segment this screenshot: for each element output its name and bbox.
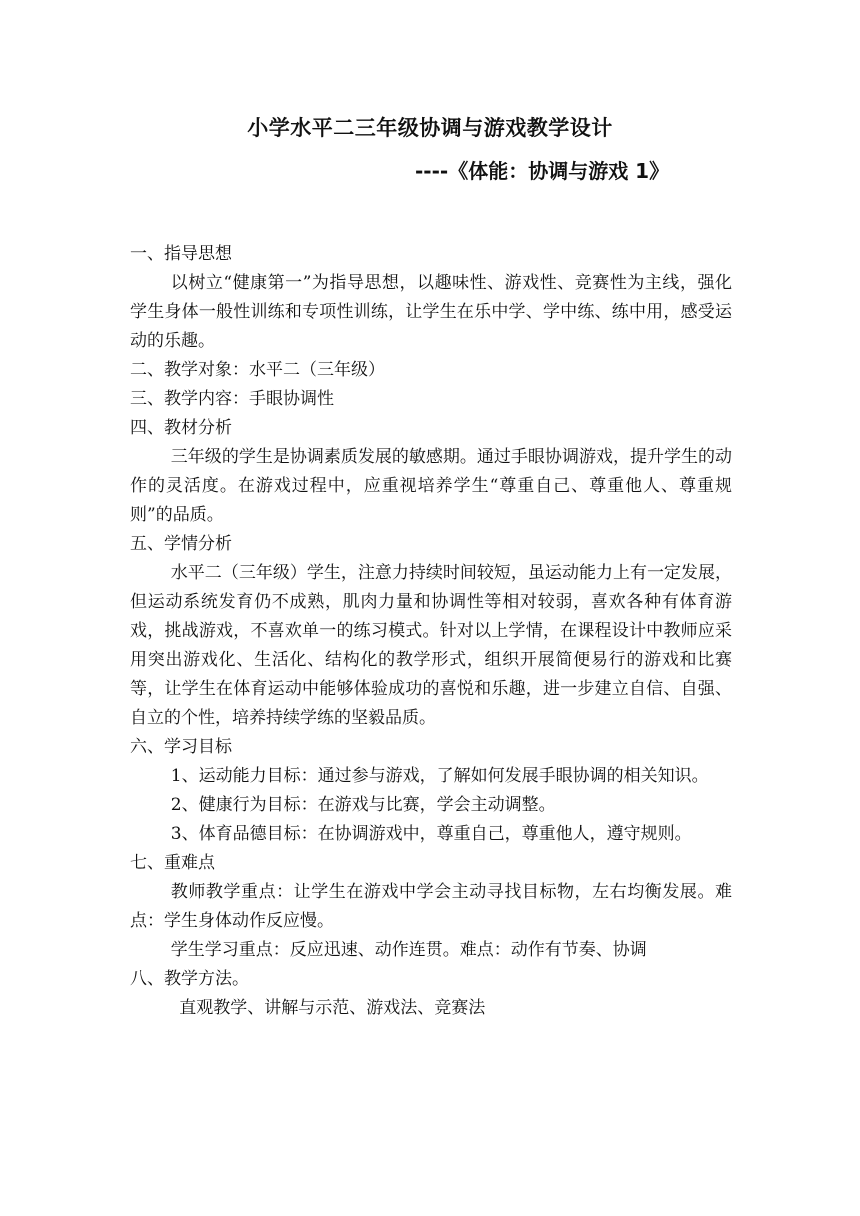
paragraph-key-student: 学生学习重点：反应迅速、动作连贯。难点：动作有节奏、协调 bbox=[170, 940, 647, 960]
paragraph-guiding: 以树立“健康第一”为指导思想，以趣味性、游戏性、竞赛性为主线，强化学生身体一般性训练和专项性训练，让学生在乐中学、学中练、练中用，感受运动的乐趣。 bbox=[130, 273, 732, 351]
paragraph-key-teacher: 教师教学重点：让学生在游戏中学会主动寻找目标物，左右均衡发展。难点：学生身体动作反应慢。 bbox=[130, 882, 732, 931]
paragraph-material: 三年级的学生是协调素质发展的敏感期。通过手眼协调游戏，提升学生的动作的灵活度。在游戏过程中，应重视培养学生“尊重自己、尊重他人、尊重规则”的品质。 bbox=[130, 447, 732, 525]
section-heading-goals: 六、学习目标 bbox=[130, 737, 232, 757]
paragraph-learner: 水平二（三年级）学生，注意力持续时间较短，虽运动能力上有一定发展，但运动系统发育仍不成熟，肌肉力量和协调性等相对较弱，喜欢各种有体育游戏，挑战游戏，不喜欢单一的练习模式。针对以上学情，在课程设计中教师应采用突出游戏化、生活化、结构化的教学形式，组织开展简便易行的游戏和比赛等，让学生在体育运动中能够体验成功的喜悦和乐趣，进一步建立自信、自强、自立的个性，培养持续学练的坚毅品质。 bbox=[130, 563, 732, 728]
document-subtitle: ----《体能：协调与游戏 1》 bbox=[415, 159, 670, 183]
goal-item-2: 2、健康行为目标：在游戏与比赛，学会主动调整。 bbox=[170, 795, 556, 815]
goal-item-3: 3、体育品德目标：在协调游戏中，尊重自己，尊重他人，遵守规则。 bbox=[170, 824, 692, 844]
section-heading-key-points: 七、重难点 bbox=[130, 853, 215, 873]
goal-item-1: 1、运动能力目标：通过参与游戏，了解如何发展手眼协调的相关知识。 bbox=[170, 766, 709, 786]
section-heading-material: 四、教材分析 bbox=[130, 418, 232, 438]
teaching-content-line: 三、教学内容：手眼协调性 bbox=[130, 389, 334, 409]
section-heading-methods: 八、教学方法。 bbox=[130, 969, 249, 989]
document-body bbox=[130, 240, 732, 1023]
section-heading-learner: 五、学情分析 bbox=[130, 534, 232, 554]
teaching-object-line: 二、教学对象：水平二（三年级） bbox=[130, 360, 385, 380]
section-heading-guiding: 一、指导思想 bbox=[130, 244, 232, 264]
paragraph-methods: 直观教学、讲解与示范、游戏法、竞赛法 bbox=[179, 998, 486, 1018]
document-title: 小学水平二三年级协调与游戏教学设计 bbox=[247, 116, 613, 140]
